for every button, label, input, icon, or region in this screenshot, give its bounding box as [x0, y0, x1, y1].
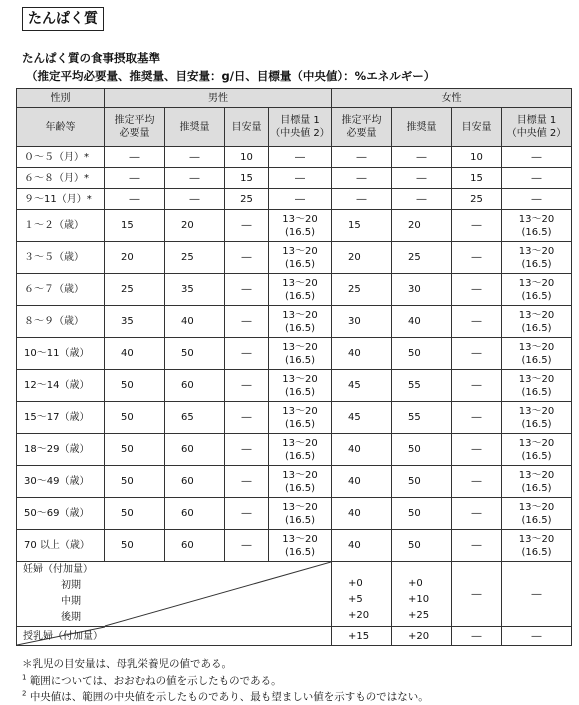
table-row: [17, 242, 572, 274]
cell: ―: [225, 370, 269, 402]
male-header: 男性: [105, 89, 332, 108]
table-row: [17, 402, 572, 434]
cell: 25: [225, 189, 269, 210]
cell: ―: [105, 168, 165, 189]
lactating-rda-cell: +20: [392, 627, 452, 646]
cell: ―: [392, 147, 452, 168]
cell: ―: [225, 306, 269, 338]
cell: ―: [105, 189, 165, 210]
table-row: [17, 274, 572, 306]
age-cell: 12～14（歳）: [17, 370, 105, 402]
target-range: 13～20: [518, 373, 555, 385]
age-cell: ９～11（月）*: [17, 189, 105, 210]
cell: ―: [452, 306, 502, 338]
pregnant-ear-cell: +0 +5 +20: [332, 562, 392, 627]
cell: 55: [392, 370, 452, 402]
target-range: 13～20: [518, 405, 555, 417]
age-cell: １～２（歳）: [17, 210, 105, 242]
target-median: (16.5): [284, 514, 316, 526]
lactating-ear-cell: +15: [332, 627, 392, 646]
target-median: (16.5): [521, 546, 552, 558]
target-median: (16.5): [284, 226, 316, 238]
cell: ―: [392, 189, 452, 210]
cell: ―: [502, 168, 572, 189]
age-cell: ８～９（歳）: [17, 306, 105, 338]
cell: 55: [392, 402, 452, 434]
cell: 60: [165, 530, 225, 562]
target-median: (16.5): [284, 354, 316, 366]
cell: ―: [332, 168, 392, 189]
cell: 50: [392, 498, 452, 530]
cell: ―: [452, 338, 502, 370]
lactating-row: [17, 627, 572, 646]
target-median: (16.5): [521, 450, 552, 462]
target-median: (16.5): [284, 482, 316, 494]
table-row: [17, 498, 572, 530]
target-cell: [502, 242, 572, 274]
table-subtitle: たんぱく質の食事摂取基準: [22, 51, 160, 65]
cell: 50: [105, 498, 165, 530]
target-cell: [502, 466, 572, 498]
cell: 25: [332, 274, 392, 306]
table-row: [17, 147, 572, 168]
target-range: 13～20: [282, 309, 318, 321]
age-cell: ６～７（歳）: [17, 274, 105, 306]
cell: 35: [165, 274, 225, 306]
cell: ―: [225, 210, 269, 242]
target-cell: [269, 306, 332, 338]
lactating-ai-cell: ―: [452, 627, 502, 646]
cell: ―: [165, 168, 225, 189]
cell: ―: [225, 338, 269, 370]
target-cell: [269, 434, 332, 466]
table-row: [17, 189, 572, 210]
target-median: (16.5): [521, 386, 552, 398]
target-median: (16.5): [284, 418, 316, 430]
cell: 15: [225, 168, 269, 189]
target-cell: [502, 210, 572, 242]
cell: 60: [165, 466, 225, 498]
target-cell: [269, 530, 332, 562]
target-range: 13～20: [282, 213, 318, 225]
male-rda-header: 推奨量: [165, 108, 225, 147]
cell: ―: [225, 242, 269, 274]
target-median: (16.5): [521, 258, 552, 270]
cell: 50: [105, 466, 165, 498]
target-median: (16.5): [284, 258, 316, 270]
cell: 60: [165, 498, 225, 530]
cell: 40: [332, 338, 392, 370]
age-cell: 70 以上（歳）: [17, 530, 105, 562]
target-median: (16.5): [284, 546, 316, 558]
cell: 50: [392, 434, 452, 466]
target-cell: [269, 338, 332, 370]
cell: ―: [225, 530, 269, 562]
cell: ―: [502, 147, 572, 168]
cell: ―: [452, 530, 502, 562]
cell: 25: [392, 242, 452, 274]
target-range: 13～20: [518, 501, 555, 513]
cell: 50: [105, 370, 165, 402]
cell: ―: [225, 274, 269, 306]
age-header: 年齢等: [17, 108, 105, 147]
target-cell: [502, 274, 572, 306]
pregnant-label-cell: [17, 562, 332, 627]
cell: 60: [165, 434, 225, 466]
cell: 50: [392, 466, 452, 498]
target-cell: [269, 402, 332, 434]
cell: ―: [452, 370, 502, 402]
cell: 40: [332, 498, 392, 530]
female-header: 女性: [332, 89, 572, 108]
units-note: （推定平均必要量、推奨量、目安量：g/日、目標量（中央値）：%エネルギー）: [26, 69, 436, 83]
sex-header: 性別: [17, 89, 105, 108]
cell: ―: [225, 402, 269, 434]
cell: ―: [452, 274, 502, 306]
target-range: 13～20: [518, 213, 555, 225]
table-row: [17, 338, 572, 370]
target-range: 13～20: [282, 405, 318, 417]
target-cell: [502, 370, 572, 402]
target-range: 13～20: [518, 245, 555, 257]
target-range: 13～20: [518, 277, 555, 289]
cell: ―: [452, 498, 502, 530]
pregnant-rda-cell: +0 +10 +25: [392, 562, 452, 627]
target-range: 13～20: [518, 437, 555, 449]
age-cell: 10～11（歳）: [17, 338, 105, 370]
lactating-label-cell: [17, 627, 332, 646]
table-row: [17, 306, 572, 338]
target-cell: [502, 498, 572, 530]
female-rda-header: 推奨量: [392, 108, 452, 147]
pregnant-row: [17, 562, 572, 627]
target-median: (16.5): [284, 290, 316, 302]
cell: 20: [165, 210, 225, 242]
cell: 30: [332, 306, 392, 338]
table-row: [17, 434, 572, 466]
male-dg-header: 目標量 1 （中央値 2）: [269, 108, 332, 147]
cell: ―: [452, 466, 502, 498]
target-range: 13～20: [518, 341, 555, 353]
target-cell: [502, 530, 572, 562]
target-cell: [269, 466, 332, 498]
age-cell: ３～５（歳）: [17, 242, 105, 274]
table-row: [17, 370, 572, 402]
protein-intake-table: [16, 88, 572, 646]
female-dg-header: 目標量 1 （中央値 2）: [502, 108, 572, 147]
target-range: 13～20: [518, 309, 555, 321]
target-median: (16.5): [521, 482, 552, 494]
cell: 40: [105, 338, 165, 370]
lactating-label: 授乳婦（付加量）: [23, 630, 103, 642]
cell: 20: [392, 210, 452, 242]
target-range: 13～20: [282, 501, 318, 513]
cell: 40: [392, 306, 452, 338]
footnote-infant: ＊乳児の目安量は、母乳栄養児の値である。: [22, 658, 232, 670]
cell: ―: [269, 168, 332, 189]
footnote-range: $^1$ 範囲については、おおむねの値を示したものである。: [22, 673, 282, 687]
cell: 40: [332, 434, 392, 466]
table-row: [17, 210, 572, 242]
cell: 15: [332, 210, 392, 242]
target-median: (16.5): [521, 322, 552, 334]
cell: 60: [165, 370, 225, 402]
lactating-dg-cell: ―: [502, 627, 572, 646]
pregnant-early: 初期: [61, 580, 81, 591]
target-range: 13～20: [282, 245, 318, 257]
target-range: 13～20: [518, 469, 555, 481]
cell: 25: [452, 189, 502, 210]
cell: 40: [165, 306, 225, 338]
target-cell: [502, 402, 572, 434]
cell: ―: [452, 242, 502, 274]
cell: 20: [332, 242, 392, 274]
pregnant-late: 後期: [61, 612, 81, 623]
cell: ―: [452, 210, 502, 242]
cell: 25: [165, 242, 225, 274]
cell: 45: [332, 402, 392, 434]
target-cell: [269, 242, 332, 274]
target-cell: [269, 370, 332, 402]
cell: ―: [502, 189, 572, 210]
cell: ―: [452, 434, 502, 466]
table-row: [17, 168, 572, 189]
age-cell: 50～69（歳）: [17, 498, 105, 530]
cell: 50: [105, 402, 165, 434]
age-cell: ０～５（月）*: [17, 147, 105, 168]
female-ai-header: 目安量: [452, 108, 502, 147]
male-ear-header: 推定平均 必要量: [105, 108, 165, 147]
male-ai-header: 目安量: [225, 108, 269, 147]
cell: ―: [269, 147, 332, 168]
pregnant-dg-cell: ―: [502, 562, 572, 627]
target-median: (16.5): [284, 450, 316, 462]
cell: 10: [452, 147, 502, 168]
target-range: 13～20: [282, 341, 318, 353]
cell: ―: [165, 147, 225, 168]
pregnant-mid: 中期: [61, 596, 81, 607]
cell: 50: [105, 434, 165, 466]
target-median: (16.5): [284, 322, 316, 334]
cell: ―: [225, 466, 269, 498]
target-range: 13～20: [282, 277, 318, 289]
target-cell: [269, 274, 332, 306]
cell: 20: [105, 242, 165, 274]
cell: 50: [105, 530, 165, 562]
table-row: [17, 466, 572, 498]
section-title: たんぱく質: [22, 7, 104, 31]
cell: 15: [452, 168, 502, 189]
cell: ―: [165, 189, 225, 210]
pregnant-ai-cell: ―: [452, 562, 502, 627]
pregnant-label: 妊婦（付加量）: [23, 564, 93, 575]
cell: 40: [332, 466, 392, 498]
age-cell: 15～17（歳）: [17, 402, 105, 434]
cell: 30: [392, 274, 452, 306]
cell: ―: [269, 189, 332, 210]
cell: ―: [105, 147, 165, 168]
footnote-median: $^2$ 中央値は、範囲の中央値を示したものであり、最も望ましい値を示すものではない。: [22, 689, 429, 703]
target-cell: [269, 210, 332, 242]
cell: ―: [225, 498, 269, 530]
cell: 50: [165, 338, 225, 370]
target-range: 13～20: [282, 373, 318, 385]
cell: 50: [392, 338, 452, 370]
target-range: 13～20: [282, 533, 318, 545]
cell: 25: [105, 274, 165, 306]
cell: 45: [332, 370, 392, 402]
cell: ―: [332, 189, 392, 210]
cell: ―: [452, 402, 502, 434]
target-cell: [502, 434, 572, 466]
target-median: (16.5): [521, 354, 552, 366]
age-cell: 18～29（歳）: [17, 434, 105, 466]
cell: 15: [105, 210, 165, 242]
cell: ―: [392, 168, 452, 189]
cell: 65: [165, 402, 225, 434]
cell: 50: [392, 530, 452, 562]
cell: ―: [332, 147, 392, 168]
target-median: (16.5): [521, 290, 552, 302]
age-cell: ６～８（月）*: [17, 168, 105, 189]
cell: 35: [105, 306, 165, 338]
target-median: (16.5): [521, 226, 552, 238]
table-row: [17, 530, 572, 562]
cell: ―: [225, 434, 269, 466]
cell: 10: [225, 147, 269, 168]
target-median: (16.5): [521, 514, 552, 526]
target-median: (16.5): [284, 386, 316, 398]
female-ear-header: 推定平均 必要量: [332, 108, 392, 147]
target-range: 13～20: [282, 469, 318, 481]
target-cell: [502, 306, 572, 338]
target-median: (16.5): [521, 418, 552, 430]
target-range: 13～20: [282, 437, 318, 449]
target-range: 13～20: [518, 533, 555, 545]
cell: 40: [332, 530, 392, 562]
age-cell: 30～49（歳）: [17, 466, 105, 498]
target-cell: [502, 338, 572, 370]
target-cell: [269, 498, 332, 530]
